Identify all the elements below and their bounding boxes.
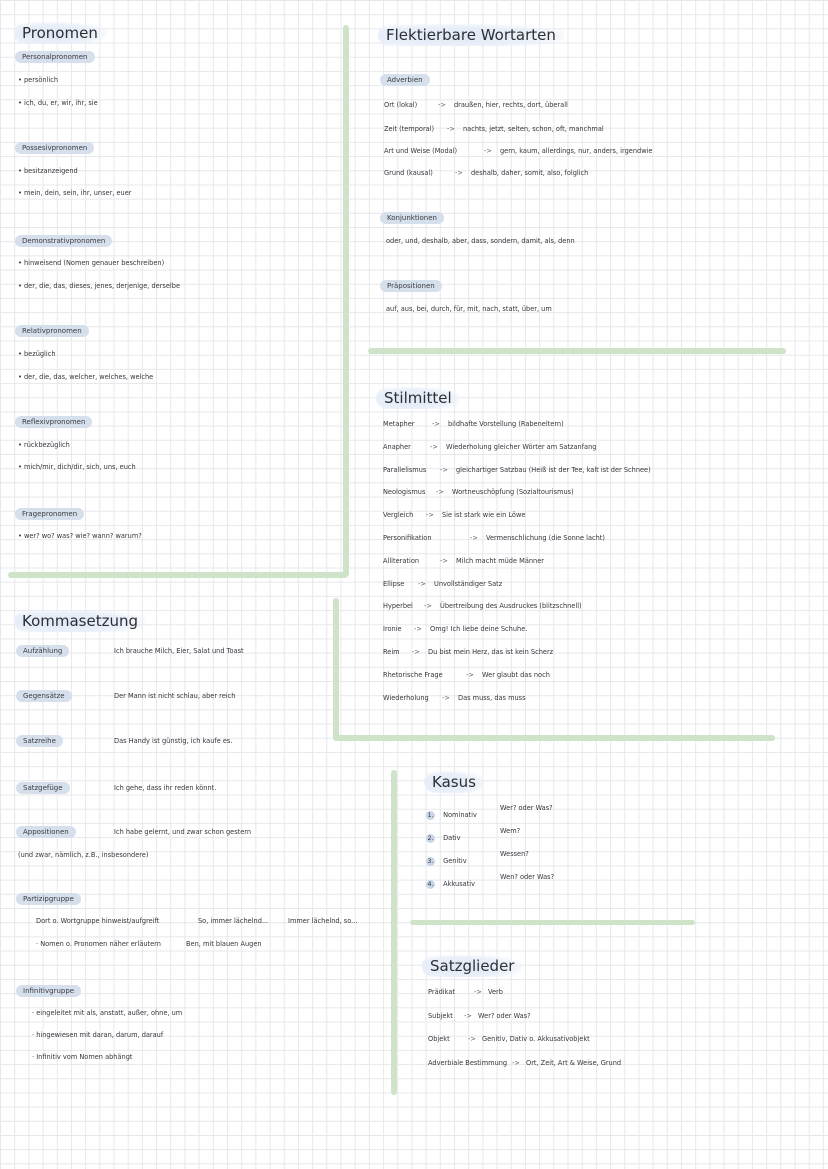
definition: gleichartiger Satzbau (Heiß ist der Tee, kalt ist der Schnee) — [456, 465, 651, 474]
list-item: • der, die, das, dieses, jenes, derjenige, derselbe — [18, 282, 181, 290]
case-name: Nominativ — [443, 811, 477, 819]
infinitiv-line: · Infinitiv vom Nomen abhängt — [32, 1053, 133, 1061]
definition: Wiederholung gleicher Wörter am Satzanfang — [446, 442, 597, 451]
arrow-icon: -> — [440, 465, 448, 474]
arrow-icon: -> — [442, 693, 450, 702]
divider — [391, 770, 397, 1095]
term: Ellipse — [383, 579, 405, 588]
arrow-icon: -> — [447, 125, 455, 133]
list-item: • mein, dein, sein, ihr, unser, euer — [18, 189, 132, 197]
arrow-icon: -> — [426, 511, 434, 520]
divider — [333, 735, 775, 741]
term: Prädikat — [428, 988, 455, 996]
section-label: Relativpronomen — [15, 325, 89, 337]
kasus-row — [426, 825, 461, 844]
arrow-icon: -> — [418, 579, 426, 588]
stilmittel-title: Stilmittel — [376, 387, 460, 409]
term: Personifikation — [383, 534, 432, 542]
term: Adverbiale Bestimmung — [428, 1058, 508, 1067]
wortarten-title: Flektierbare Wortarten — [378, 24, 564, 46]
definition: Wortneuschöpfung (Sozialtourismus) — [452, 488, 574, 497]
example: Der Mann ist nicht schlau, aber reich — [114, 692, 236, 700]
term: Neologismus — [383, 488, 426, 497]
definition: Vermenschlichung (die Sonne lacht) — [486, 534, 605, 542]
apposition-note: (und zwar, nämlich, z.B., insbesondere) — [18, 851, 149, 859]
definition: Du bist mein Herz, das ist kein Scherz — [428, 648, 554, 656]
term: Vergleich — [383, 511, 414, 520]
section-label: Possesivpronomen — [15, 142, 94, 154]
list-item: • persönlich — [18, 76, 59, 84]
arrow-icon: -> — [468, 1035, 476, 1043]
example: Ich gehe, dass ihr reden könnt. — [114, 784, 217, 792]
list-item: • bezüglich — [18, 350, 56, 358]
term: Ironie — [383, 625, 402, 634]
definition: Milch macht müde Männer — [456, 556, 544, 565]
divider — [368, 348, 786, 354]
term: Art und Weise (Modal) — [384, 147, 458, 155]
arrow-icon: -> — [430, 442, 438, 451]
arrow-icon: -> — [484, 147, 492, 155]
term: Grund (kausal) — [384, 169, 433, 177]
infinitiv-line: · hingewiesen mit daran, darum, darauf — [32, 1031, 164, 1039]
term: Anapher — [383, 442, 411, 451]
arrow-icon: -> — [414, 625, 422, 634]
arrow-icon: -> — [440, 556, 448, 565]
kasus-row — [426, 871, 475, 890]
divider — [343, 25, 349, 577]
kommasetzung-title: Kommasetzung — [14, 610, 146, 632]
definition: Sie ist stark wie ein Löwe — [442, 511, 526, 520]
list-item: • der, die, das, welcher, welches, welche — [18, 373, 154, 381]
list-item: • ich, du, er, wir, ihr, sie — [18, 99, 98, 107]
satzglieder-title: Satzglieder — [422, 955, 522, 977]
case-question: Wer? oder Was? — [500, 804, 553, 812]
list-item: • besitzanzeigend — [18, 167, 78, 175]
definition: nachts, jetzt, selten, schon, oft, manchmal — [463, 125, 604, 133]
list-item: • mich/mir, dich/dir, sich, uns, euch — [18, 463, 136, 471]
case-number: 4. — [427, 881, 434, 888]
case-question: Wem? — [500, 827, 521, 835]
definition: Genitiv, Dativ o. Akkusativobjekt — [482, 1035, 590, 1043]
rule-label: Aufzählung — [16, 645, 69, 657]
praepositionen-text: auf, aus, bei, durch, für, mit, nach, statt, über, um — [386, 305, 552, 313]
rule-label: Satzgefüge — [16, 782, 70, 794]
kasus-title: Kasus — [424, 771, 484, 793]
term: Alliteration — [383, 556, 420, 565]
definition: Verb — [488, 988, 503, 996]
rule-label: Satzreihe — [16, 735, 63, 747]
term: Subjekt — [428, 1011, 453, 1020]
term: Rhetorische Frage — [383, 670, 443, 679]
kasus-row — [426, 802, 477, 821]
term: Parallelismus — [383, 465, 427, 474]
term: Ort (lokal) — [384, 101, 418, 109]
divider — [8, 572, 348, 578]
definition: Unvollständiger Satz — [434, 579, 503, 588]
definition: Wer glaubt das noch — [482, 670, 550, 679]
partizip-label: Partizipgruppe — [16, 893, 81, 905]
arrow-icon: -> — [412, 648, 420, 656]
rule-label: Gegensätze — [16, 690, 72, 702]
partizip-example: Ben, mit blauen Augen — [186, 940, 262, 948]
partizip-line: · Nomen o. Pronomen näher erläutern — [36, 940, 161, 948]
divider — [410, 920, 695, 925]
arrow-icon: -> — [436, 488, 444, 497]
pronomen-title: Pronomen — [14, 22, 106, 44]
list-item: • hinweisend (Nomen genauer beschreiben) — [18, 259, 165, 267]
section-label: Reflexivpronomen — [15, 416, 92, 428]
definition: deshalb, daher, somit, also, folglich — [471, 169, 589, 177]
adverbien-label: Adverbien — [380, 74, 430, 86]
arrow-icon: -> — [474, 988, 482, 996]
term: Metapher — [383, 420, 415, 428]
arrow-icon: -> — [424, 602, 432, 611]
case-number: 2. — [427, 835, 434, 842]
section-label: Fragepronomen — [15, 508, 84, 520]
partizip-line: Dort o. Wortgruppe hinweist/aufgreift — [36, 917, 160, 925]
term: Zeit (temporal) — [384, 125, 435, 133]
partizip-example: So, immer lächelnd... — [198, 917, 269, 925]
section-label: Demonstrativpronomen — [15, 235, 112, 247]
konjunktionen-text: oder, und, deshalb, aber, dass, sondern, damit, als, denn — [386, 237, 575, 245]
section-label: Personalpronomen — [15, 51, 95, 63]
arrow-icon: -> — [438, 101, 446, 109]
konjunktionen-label: Konjunktionen — [380, 212, 444, 224]
example: Ich habe gelernt, und zwar schon gestern — [114, 828, 252, 836]
term: Hyperbel — [383, 602, 413, 611]
definition: Ort, Zeit, Art & Weise, Grund — [526, 1058, 622, 1067]
definition: Übertreibung des Ausdruckes (blitzschnell) — [440, 602, 582, 611]
term: Reim — [383, 648, 400, 656]
arrow-icon: -> — [512, 1058, 520, 1067]
rule-label: Appositionen — [16, 826, 76, 838]
term: Objekt — [428, 1035, 450, 1043]
arrow-icon: -> — [464, 1011, 472, 1020]
definition: Das muss, das muss — [458, 693, 526, 702]
definition: bildhafte Vorstellung (Rabeneltern) — [448, 420, 564, 428]
infinitiv-label: Infinitivgruppe — [16, 985, 81, 997]
case-name: Dativ — [443, 834, 461, 842]
arrow-icon: -> — [470, 534, 478, 542]
infinitiv-line: · eingeleitet mit als, anstatt, außer, ohne, um — [32, 1009, 183, 1017]
definition: gern, kaum, allerdings, nur, anders, irgendwie — [500, 147, 653, 155]
arrow-icon: -> — [432, 420, 440, 428]
case-number: 3. — [427, 858, 434, 865]
case-question: Wessen? — [500, 850, 529, 858]
arrow-icon: -> — [466, 670, 474, 679]
definition: Wer? oder Was? — [478, 1011, 531, 1020]
list-item: • wer? wo? was? wie? wann? warum? — [18, 532, 142, 540]
example: Ich brauche Milch, Eier, Salat und Toast — [114, 647, 244, 655]
case-name: Genitiv — [443, 857, 467, 865]
definition: Omg! Ich liebe deine Schuhe. — [430, 625, 528, 634]
kasus-row — [426, 848, 467, 867]
case-number: 1. — [427, 812, 434, 819]
list-item: • rückbezüglich — [18, 441, 70, 449]
case-question: Wen? oder Was? — [500, 873, 555, 881]
arrow-icon: -> — [455, 169, 463, 177]
divider — [333, 598, 339, 740]
praepositionen-label: Präpositionen — [380, 280, 442, 292]
term: Wiederholung — [383, 693, 429, 702]
case-name: Akkusativ — [443, 880, 476, 888]
definition: draußen, hier, rechts, dort, überall — [454, 101, 568, 109]
example: Das Handy ist günstig, ich kaufe es. — [114, 737, 233, 745]
partizip-example: Immer lächelnd, so... — [288, 917, 358, 925]
